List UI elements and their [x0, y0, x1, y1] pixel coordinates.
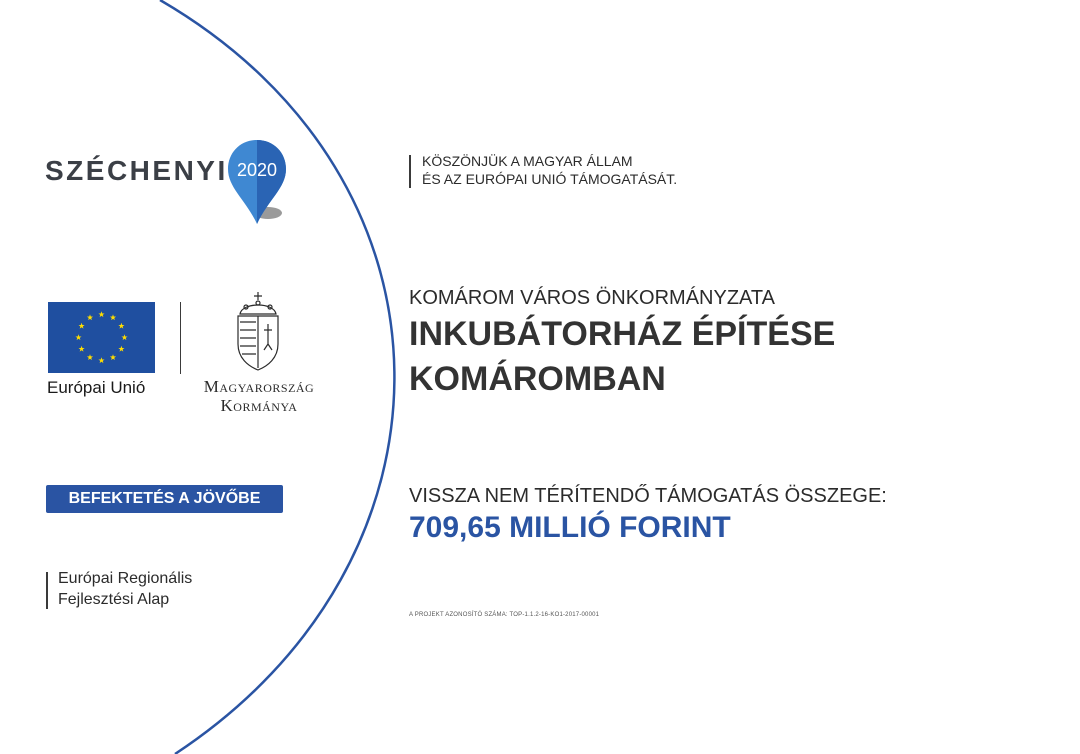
szechenyi-logo-text: SZÉCHENYI: [45, 155, 228, 186]
grant-amount: 709,65 MILLIÓ FORINT: [409, 511, 731, 544]
logo-divider: [180, 302, 181, 374]
grant-label: VISSZA NEM TÉRÍTENDŐ TÁMOGATÁS ÖSSZEGE:: [409, 485, 887, 507]
project-title-line2: KOMÁROMBAN: [409, 360, 666, 398]
szechenyi-year: 2020: [236, 160, 278, 180]
fund-name-line1: Európai Regionális: [58, 570, 193, 587]
fund-bar: [46, 572, 48, 609]
eu-flag-icon: [48, 302, 155, 373]
fund-name-line2: Fejlesztési Alap: [58, 591, 170, 608]
eu-label: Európai Unió: [47, 378, 146, 397]
government-name-line1: Magyarország: [203, 377, 315, 396]
coat-of-arms-icon: [232, 290, 284, 372]
project-id: A PROJEKT AZONOSÍTÓ SZÁMA: TOP-1.1.2-16-KO1-2017-00001: [409, 612, 600, 618]
invest-in-future-banner: BEFEKTETÉS A JÖVŐBE: [46, 485, 283, 513]
beneficiary-name: KOMÁROM VÁROS ÖNKORMÁNYZATA: [409, 287, 775, 309]
project-title-line1: INKUBÁTORHÁZ ÉPÍTÉSE: [409, 315, 836, 353]
location-pin-icon: [226, 138, 288, 228]
government-name-line2: Kormánya: [220, 396, 298, 415]
thanks-bar: [409, 155, 411, 188]
thanks-line1: KÖSZÖNJÜK A MAGYAR ÁLLAM: [422, 153, 633, 169]
thanks-line2: ÉS AZ EURÓPAI UNIÓ TÁMOGATÁSÁT.: [422, 171, 678, 187]
